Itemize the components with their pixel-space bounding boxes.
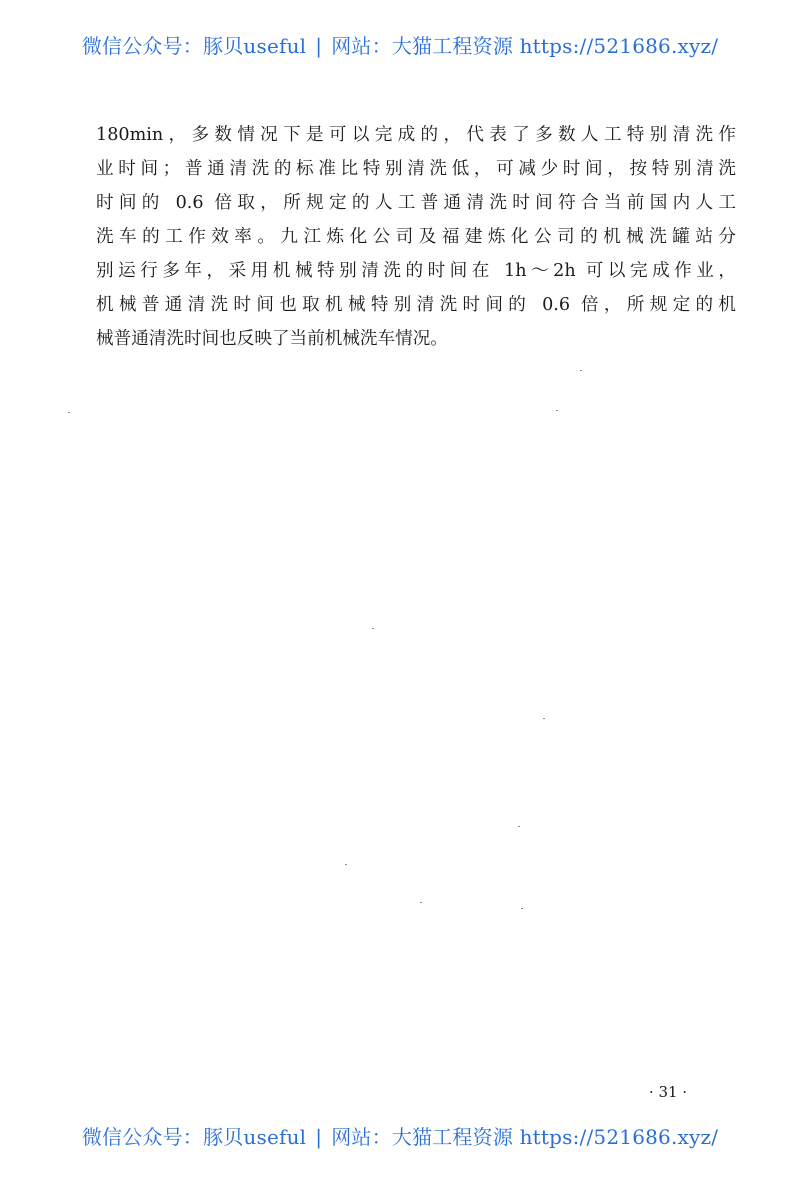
- scan-speck: [543, 718, 545, 719]
- scan-speck: [420, 902, 422, 903]
- watermark-separator: |: [315, 1125, 323, 1149]
- watermark-separator: |: [315, 34, 323, 58]
- watermark-website: 网站：大猫工程资源 https://521686.xyz/: [331, 1125, 719, 1149]
- paragraph-line-2: 业时间；普通清洗的标准比特别清洗低，可减少时间，按特别清洗: [96, 159, 736, 179]
- watermark-header: [0, 30, 800, 59]
- scan-speck: [580, 370, 582, 371]
- paragraph-line-7: 械普通清洗时间也反映了当前机械洗车情况。: [96, 329, 448, 349]
- paragraph-line-1: 180min，多数情况下是可以完成的，代表了多数人工特别清洗作: [96, 125, 736, 145]
- watermark-website: 网站：大猫工程资源 https://521686.xyz/: [331, 34, 719, 58]
- scan-speck: [518, 826, 520, 827]
- page-number: · 31 ·: [648, 1083, 688, 1101]
- scan-speck: [68, 412, 70, 413]
- paragraph-line-4: 洗车的工作效率。九江炼化公司及福建炼化公司的机械洗罐站分: [96, 227, 736, 247]
- scan-speck: [372, 628, 374, 629]
- watermark-account: 微信公众号：豚贝useful: [81, 34, 307, 58]
- watermark-footer: [0, 1121, 800, 1150]
- paragraph-line-3: 时间的 0.6 倍取，所规定的人工普通清洗时间符合当前国内人工: [96, 193, 736, 213]
- paragraph-line-5: 别运行多年，采用机械特别清洗的时间在 1h～2h 可以完成作业，: [96, 261, 736, 281]
- scan-speck: [345, 864, 347, 865]
- scan-speck: [521, 908, 523, 909]
- paragraph-line-6: 机械普通清洗时间也取机械特别清洗时间的 0.6 倍，所规定的机: [96, 295, 736, 315]
- scan-speck: [556, 410, 558, 411]
- body-paragraph: [96, 118, 736, 356]
- watermark-account: 微信公众号：豚贝useful: [81, 1125, 307, 1149]
